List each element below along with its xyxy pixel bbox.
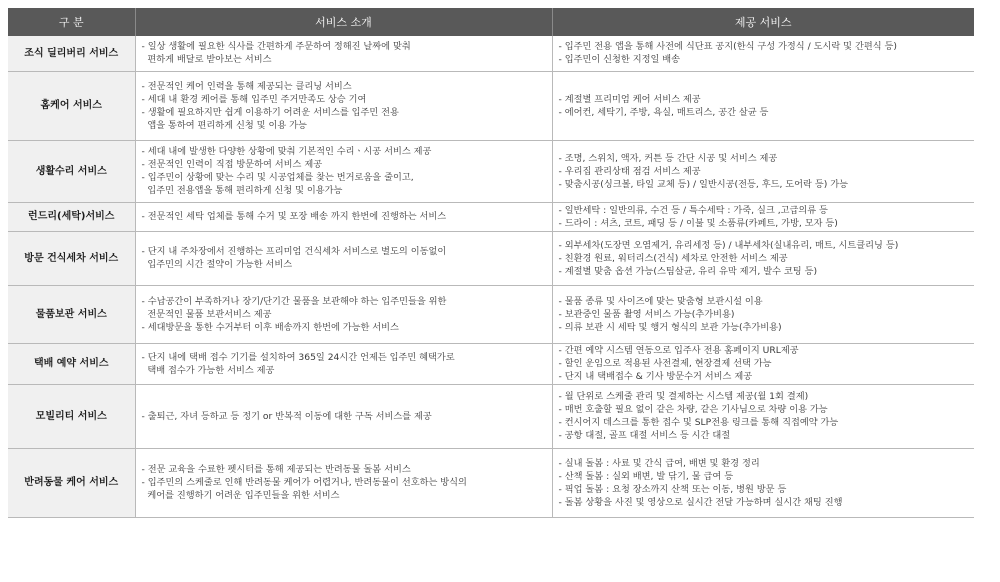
category-cell: 생활수리 서비스	[8, 140, 135, 202]
category-cell: 런드리(세탁)서비스	[8, 202, 135, 231]
intro-line: - 전문적인 세탁 업체를 통해 수거 및 포장 배송 까지 한번에 진행하는 서비스	[141, 211, 447, 222]
service-intro-cell	[135, 140, 552, 202]
intro-line: - 세대방문을 통한 수거부터 이후 배송까지 한번에 가능한 서비스	[141, 321, 399, 333]
provided-services-cell	[552, 71, 974, 140]
provided-line: - 컨시어지 데스크를 통한 접수 및 SLP전용 링크를 통해 직접예약 가능	[558, 417, 839, 428]
intro-line: - 출퇴근, 자녀 등하교 등 정기 or 반복적 이동에 대한 구독 서비스를 제공	[141, 410, 432, 422]
provided-line: - 간편 예약 시스템 연동으로 입주사 전용 홈페이지 URL제공	[558, 345, 799, 356]
table-row	[8, 71, 974, 140]
intro-line: - 세대 내에 발생한 다양한 상황에 맞춰 기본적인 수리ㆍ시공 서비스 제공	[141, 146, 432, 157]
service-intro-cell	[135, 285, 552, 343]
intro-line: 전문적인 물품 보관서비스 제공	[141, 308, 272, 320]
provided-line: - 산책 돌봄 : 실외 배변, 발 닦기, 물 급여 등	[558, 470, 734, 482]
service-table	[8, 8, 974, 518]
provided-line: - 계절별 맞춤 옵션 가능(스팀살균, 유리 유막 제거, 발수 코팅 등)	[558, 265, 818, 277]
table-body	[8, 36, 974, 517]
service-intro-cell	[135, 36, 552, 71]
service-intro-cell	[135, 448, 552, 517]
category-cell: 반려동물 케어 서비스	[8, 448, 135, 517]
provided-line: - 매번 호출할 필요 없이 같은 차량, 같은 기사님으로 차량 이용 가능	[558, 404, 828, 415]
table-row	[8, 285, 974, 343]
table-row	[8, 202, 974, 231]
provided-services-cell	[552, 202, 974, 231]
category-cell: 모빌리티 서비스	[8, 384, 135, 448]
provided-line: - 입주민 전용 앱을 통해 사전에 식단표 공지(한식 구성 가정식 / 도시락 및 간편식 등)	[558, 41, 897, 53]
service-intro-cell	[135, 202, 552, 231]
provided-line: - 우리집 관리상태 점검 서비스 제공	[558, 165, 701, 177]
provided-line: - 친환경 원료, 워터리스(건식) 세차로 안전한 서비스 제공	[558, 252, 788, 264]
provided-line: - 입주민이 신청한 지정일 배송	[558, 54, 680, 66]
provided-line: - 공항 대절, 골프 대절 서비스 등 시간 대절	[558, 430, 731, 441]
provided-line: - 의류 보관 시 세탁 및 행거 형식의 보관 가능(추가비용)	[558, 321, 782, 333]
provided-services-cell	[552, 231, 974, 285]
provided-line: - 픽업 돌봄 : 요청 장소까지 산책 또는 이동, 병원 방문 등	[558, 483, 787, 495]
provided-line: - 계절별 프리미엄 케어 서비스 제공	[558, 93, 701, 105]
header-category: 구 분	[8, 8, 135, 36]
provided-services-cell	[552, 140, 974, 202]
intro-line: - 일상 생활에 필요한 식사를 간편하게 주문하여 정해진 날짜에 맞춰	[141, 41, 411, 53]
intro-line: 입주민의 시간 절약이 가능한 서비스	[141, 259, 293, 270]
provided-services-cell	[552, 448, 974, 517]
intro-line: - 전문적인 인력이 직접 방문하여 서비스 제공	[141, 159, 323, 170]
table-row	[8, 343, 974, 384]
provided-line: - 드라이 : 셔츠, 코트, 패딩 등 / 이불 및 소품류(카페트, 가방, 모자 등)	[558, 217, 838, 229]
intro-line: 입주민 전용앱을 통해 편리하게 신청 및 이용가능	[141, 185, 343, 196]
category-cell: 홈케어 서비스	[8, 71, 135, 140]
provided-services-cell	[552, 343, 974, 384]
intro-line: - 단지 내에 택배 접수 기기를 설치하여 365일 24시간 언제든 입주민 혜택가로	[141, 351, 455, 363]
table-row	[8, 448, 974, 517]
table-row	[8, 36, 974, 71]
provided-line: - 외부세차(도장면 오염제거, 유리세정 등) / 내부세차(실내유리, 매트, 시트클리닝 등)	[558, 239, 899, 251]
provided-services-cell	[552, 36, 974, 71]
intro-line: - 세대 내 환경 케어를 통해 입주민 주거만족도 상승 기여	[141, 93, 367, 105]
provided-line: - 조명, 스위치, 액자, 커튼 등 간단 시공 및 서비스 제공	[558, 152, 778, 164]
intro-line: - 수납공간이 부족하거나 장기/단기간 물품을 보관해야 하는 입주민들을 위한	[141, 295, 447, 307]
provided-services-cell	[552, 285, 974, 343]
provided-line: - 물품 종류 및 사이즈에 맞는 맞춤형 보관시설 이용	[558, 295, 763, 307]
intro-line: - 전문 교육을 수료한 펫시터를 통해 제공되는 반려동물 돌봄 서비스	[141, 464, 411, 475]
intro-line: - 생활에 필요하지만 쉽게 이용하기 어려운 서비스를 입주민 전용	[141, 106, 399, 118]
provided-line: - 단지 내 택배접수 & 기사 방문수거 서비스 제공	[558, 371, 753, 382]
header-provided-services: 제공 서비스	[552, 8, 974, 36]
intro-line: 편하게 배달로 받아보는 서비스	[141, 54, 272, 66]
table-row	[8, 231, 974, 285]
category-cell: 물품보관 서비스	[8, 285, 135, 343]
provided-line: - 에어컨, 세탁기, 주방, 욕실, 매트리스, 공간 살균 등	[558, 106, 769, 118]
provided-line: - 월 단위로 스케줄 관리 및 결제하는 시스템 제공(월 1회 결제)	[558, 391, 809, 402]
intro-line: - 전문적인 케어 인력을 통해 제공되는 클리닝 서비스	[141, 80, 352, 92]
provided-line: - 맞춤시공(싱크볼, 타일 교체 등) / 일반시공(전등, 후드, 도어락 등) 가능	[558, 178, 848, 190]
provided-line: - 보관중인 물품 촬영 서비스 가능(추가비용)	[558, 308, 735, 320]
category-cell: 조식 딜리버리 서비스	[8, 36, 135, 71]
provided-line: - 일반세탁 : 일반의류, 수건 등 / 특수세탁 : 가죽, 실크 ,고급의류 등	[558, 204, 828, 216]
service-intro-cell	[135, 343, 552, 384]
intro-line: - 입주민이 상황에 맞는 수리 및 시공업체를 찾는 번거로움을 줄이고,	[141, 172, 414, 183]
service-intro-cell	[135, 384, 552, 448]
table-row	[8, 140, 974, 202]
intro-line: 택배 접수가 가능한 서비스 제공	[141, 364, 275, 376]
provided-services-cell	[552, 384, 974, 448]
category-cell: 방문 건식세차 서비스	[8, 231, 135, 285]
category-cell: 택배 예약 서비스	[8, 343, 135, 384]
service-intro-cell	[135, 231, 552, 285]
table-row	[8, 384, 974, 448]
header-row	[8, 8, 974, 36]
intro-line: - 입주민의 스케줄로 인해 반려동물 케어가 어렵거나, 반려동물이 선호하는 방식의	[141, 477, 467, 488]
table-header	[8, 8, 974, 36]
provided-line: - 돌봄 상황을 사진 및 영상으로 실시간 전달 가능하며 실시간 채팅 진행	[558, 496, 843, 508]
intro-line: 앱을 통하여 편리하게 신청 및 이용 가능	[141, 119, 307, 131]
provided-line: - 할인 운임으로 적용된 사전결제, 현장결제 선택 가능	[558, 358, 772, 369]
intro-line: - 단지 내 주차장에서 진행하는 프리미엄 건식세차 서비스로 별도의 이동없이	[141, 246, 447, 257]
intro-line: 케어를 진행하기 어려운 입주민들을 위한 서비스	[141, 490, 340, 501]
service-intro-cell	[135, 71, 552, 140]
header-service-intro: 서비스 소개	[135, 8, 552, 36]
provided-line: - 실내 돌봄 : 사료 및 간식 급여, 배변 및 환경 정리	[558, 457, 760, 469]
